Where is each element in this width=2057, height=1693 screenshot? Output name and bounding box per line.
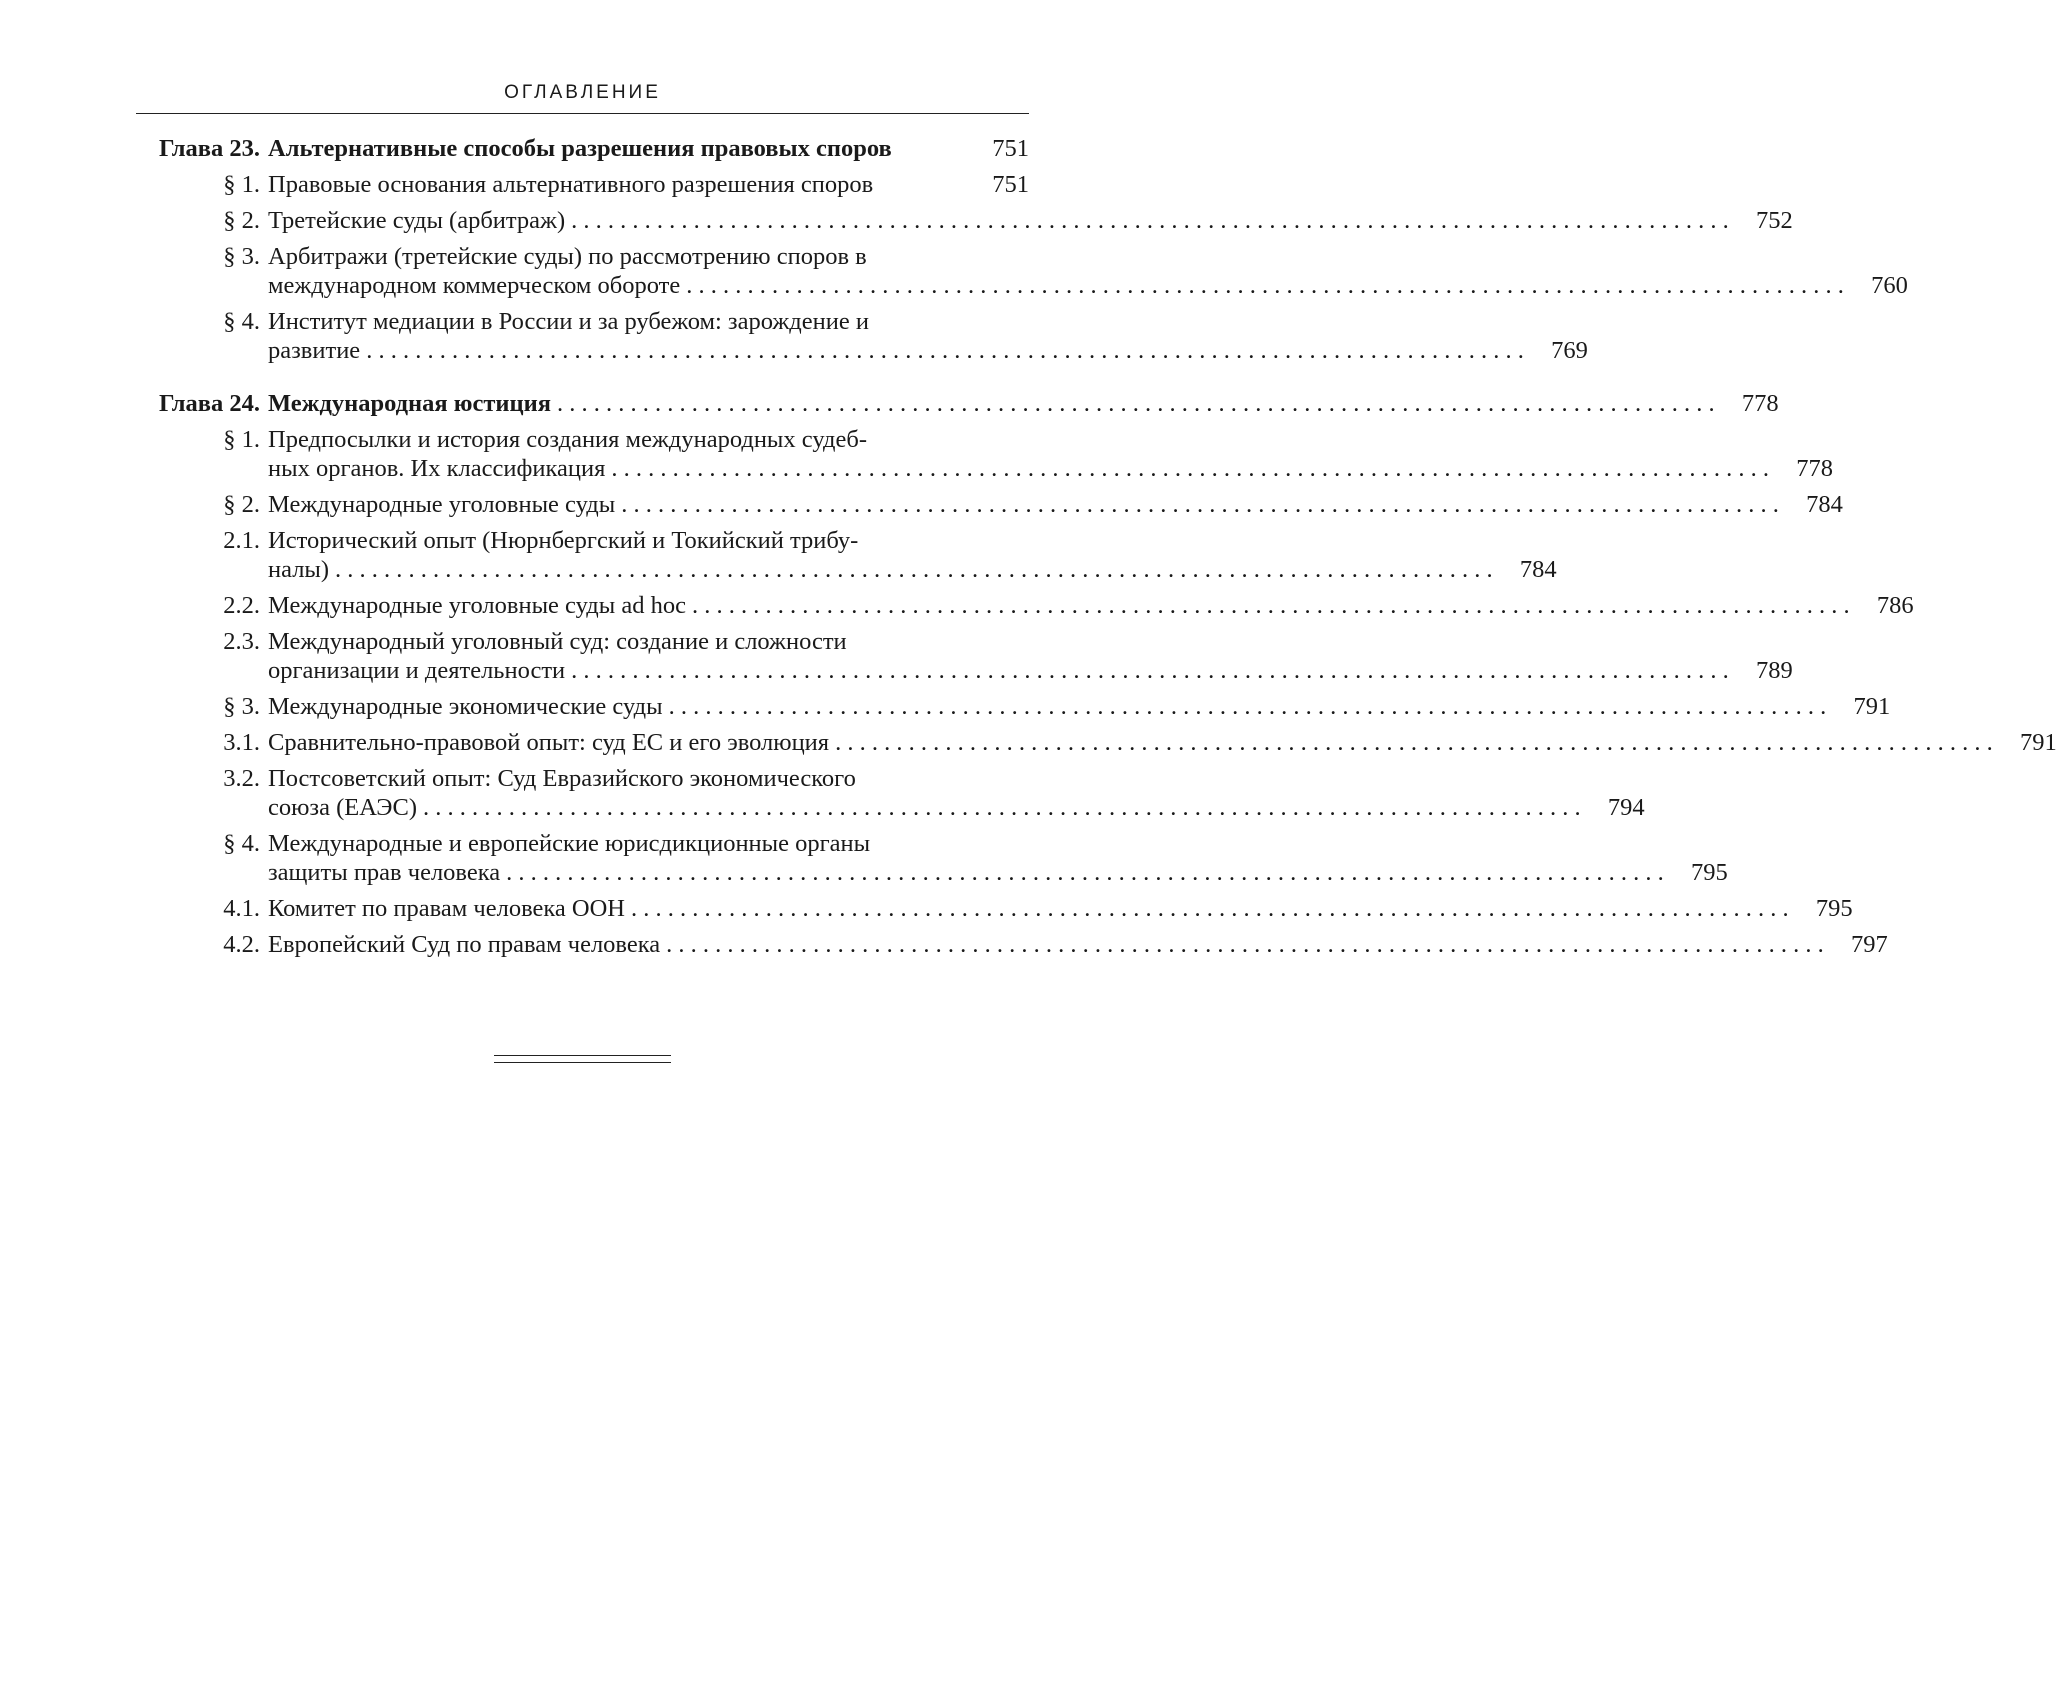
toc-entry-number: § 1. [223,171,260,198]
toc-entry-title: Международные и европейские юрисдикционные органы [268,830,871,857]
dot-leader [360,336,1530,365]
toc-section-entry[interactable] [136,490,1843,519]
toc-entry-number: 4.1. [223,895,260,922]
toc-page-number: 751 [992,171,1029,198]
dot-leader [663,692,1833,721]
toc-entry-number: Глава 24. [158,390,260,417]
toc-chapter-entry[interactable] [136,389,1779,418]
toc-section-entry[interactable] [136,728,2057,757]
toc-section-entry[interactable] [136,829,1728,887]
dot-leader [417,793,1587,822]
toc-page-number: 784 [1806,491,1843,518]
toc-entry-title: Постсоветский опыт: Суд Евразийского экономического [268,765,856,792]
toc-entry-title: Сравнительно-правовой опыт: суд ЕС и его эволюция [268,729,830,756]
toc-entry-title: Предпосылки и история создания международных судеб- [268,426,867,453]
dot-leader [551,389,1721,418]
toc-page-number: 795 [1691,859,1728,886]
toc-entry-number: § 4. [223,308,260,335]
toc-entry-title: Арбитражи (третейские суды) по рассмотрению споров в [268,243,867,270]
toc-section-entry[interactable] [136,627,1793,685]
toc-page-number: 794 [1607,794,1645,821]
toc-entry-number: 2.2. [223,592,260,619]
toc-entry-number: § 2. [223,207,260,234]
toc-entry-title: ных органов. Их классификация [268,455,606,482]
dot-leader [615,490,1785,519]
toc-section-entry[interactable] [136,526,1557,584]
dot-leader [565,206,1735,235]
toc-entry-number: § 1. [223,426,260,453]
header-rule [136,113,1029,114]
toc-section-entry[interactable] [136,170,1029,199]
toc-section-entry[interactable] [136,206,1793,235]
toc-entry-number: 3.1. [223,729,260,756]
toc-page-number: 760 [1871,272,1908,299]
toc-page-number: 784 [1519,556,1557,583]
toc-entry-title: Международная юстиция [268,390,551,417]
toc-page-number: 795 [1815,895,1853,922]
toc-page-number: 752 [1756,207,1793,234]
toc-section-entry[interactable] [136,307,1588,365]
toc-page-number: 751 [992,135,1029,162]
toc-page-number: 769 [1551,337,1588,364]
toc-entry-title: Европейский Суд по правам человека [268,931,661,958]
toc-entry-title: Международные уголовные суды [268,491,616,518]
toc-entry-title: Институт медиации в России и за рубежом: зарождение и [268,308,869,335]
toc-entry-title: Международные уголовные суды ad hoc [268,592,686,619]
toc-entry-title: Третейские суды (арбитраж) [268,207,566,234]
toc-entry-number: § 3. [223,243,260,270]
toc-entry-title: налы) [268,556,330,583]
toc-section-entry[interactable] [136,894,1853,923]
running-head: ОГЛАВЛЕНИЕ [504,82,661,103]
dot-leader [565,656,1735,685]
toc-chapter-entry[interactable] [136,134,1029,163]
toc-entry-number: 3.2. [223,765,260,792]
table-of-contents [136,134,2057,966]
toc-entry-title: международном коммерческом обороте [268,272,681,299]
toc-page-number: 797 [1851,931,1888,958]
dot-leader [500,858,1670,887]
dot-leader [680,271,1850,300]
toc-entry-title: союза (ЕАЭС) [268,794,417,821]
toc-page-number: 791 [1853,693,1891,720]
toc-page-number: 778 [1741,390,1779,417]
toc-section-entry[interactable] [136,242,1908,300]
toc-section-entry[interactable] [136,930,1888,959]
toc-page-number: 778 [1796,455,1833,482]
dot-leader [329,555,1499,584]
toc-entry-title: организации и деятельности [268,657,566,684]
toc-page-number: 789 [1756,657,1793,684]
toc-entry-number: § 4. [223,830,260,857]
toc-entry-title: Международные экономические суды [268,693,663,720]
toc-entry-title: развитие [268,337,361,364]
toc-entry-title: Исторический опыт (Нюрнбергский и Токийский трибу- [268,527,859,554]
toc-entry-title: Правовые основания альтернативного разрешения споров [268,171,874,198]
toc-section-entry[interactable] [136,764,1645,822]
dot-leader [686,591,1856,620]
toc-entry-number: Глава 23. [158,135,260,162]
toc-entry-number: 2.1. [223,527,260,554]
dot-leader [605,454,1775,483]
toc-section-entry[interactable] [136,591,1914,620]
dot-leader [660,930,1830,959]
toc-entry-number: 4.2. [223,931,260,958]
toc-entry-title: Альтернативные способы разрешения правовых споров [268,135,892,162]
dot-leader [625,894,1795,923]
dot-leader [829,728,1999,757]
toc-entry-title: Международный уголовный суд: создание и сложности [268,628,847,655]
end-ornament [494,1055,671,1063]
toc-section-entry[interactable] [136,425,1833,483]
toc-entry-number: § 2. [223,491,260,518]
toc-entry-number: § 3. [223,693,260,720]
toc-section-entry[interactable] [136,692,1891,721]
toc-page-number: 791 [2019,729,2057,756]
toc-entry-number: 2.3. [223,628,260,655]
toc-entry-title: Комитет по правам человека ООН [268,895,625,922]
toc-entry-title: защиты прав человека [268,859,501,886]
toc-page-number: 786 [1876,592,1914,619]
